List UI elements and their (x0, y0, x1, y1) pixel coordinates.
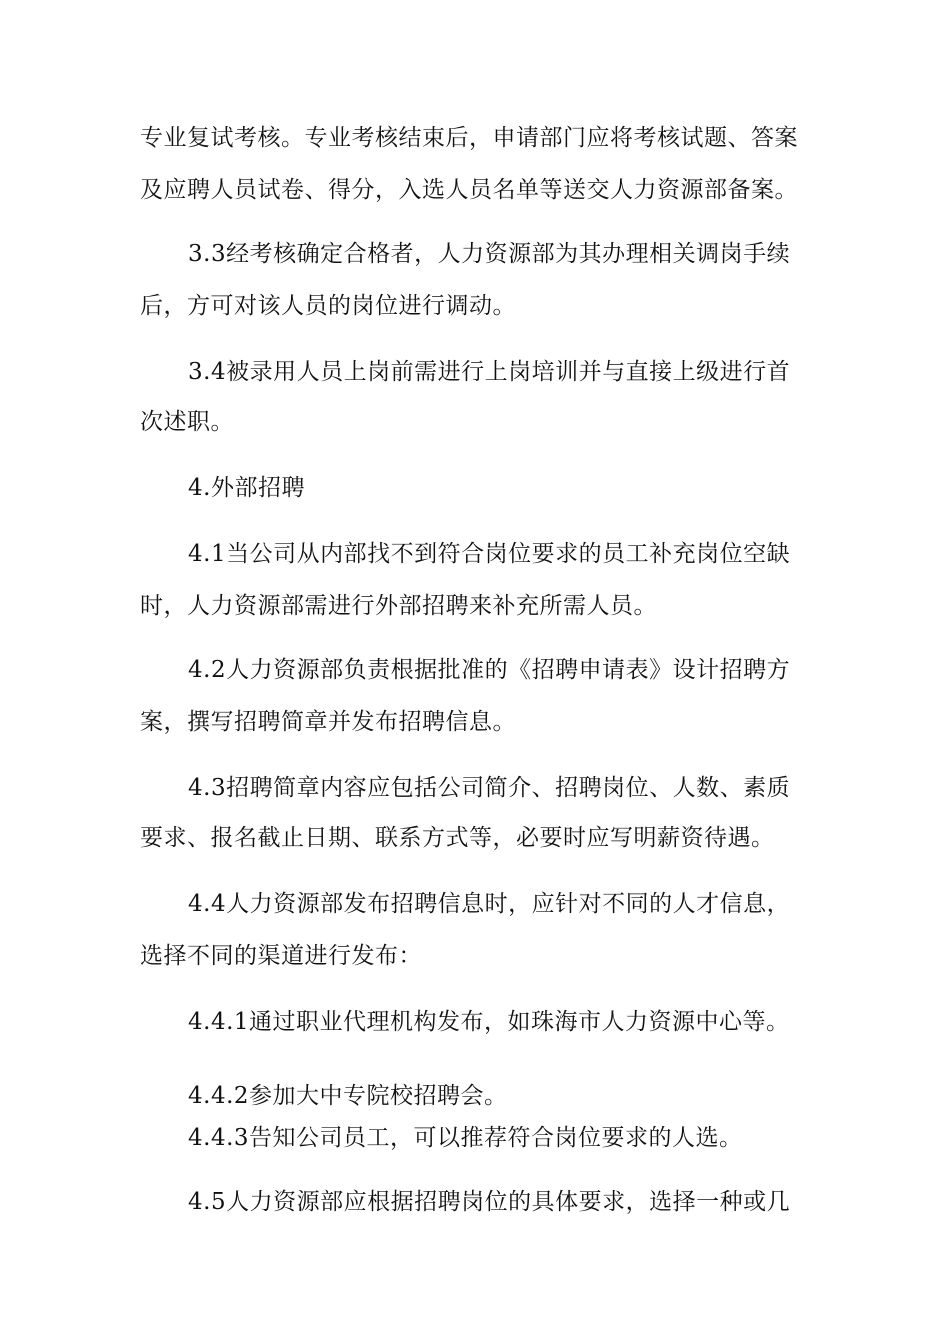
text-line: 时，人力资源部需进行外部招聘来补充所需人员。 (140, 593, 657, 619)
text-line: 4.1当公司从内部找不到符合岗位要求的员工补充岗位空缺 (188, 541, 791, 567)
text-line: 4.5人力资源部应根据招聘岗位的具体要求，选择一种或几 (188, 1189, 791, 1215)
text-line: 4.4.1通过职业代理机构发布，如珠海市人力资源中心等。 (188, 1009, 790, 1035)
text-line: 3.4被录用人员上岗前需进行上岗培训并与直接上级进行首 (188, 359, 791, 385)
section-heading: 4.外部招聘 (188, 475, 305, 501)
text-line: 4.2人力资源部负责根据批准的《招聘申请表》设计招聘方 (188, 657, 791, 683)
text-line: 专业复试考核。专业考核结束后，申请部门应将考核试题、答案 (140, 125, 798, 151)
text-line: 后，方可对该人员的岗位进行调动。 (140, 293, 516, 319)
text-line: 选择不同的渠道进行发布： (140, 943, 422, 969)
text-line: 4.4.2参加大中专院校招聘会。 (188, 1083, 508, 1109)
text-line: 3.3经考核确定合格者，人力资源部为其办理相关调岗手续 (188, 241, 791, 267)
text-line: 案，撰写招聘简章并发布招聘信息。 (140, 709, 516, 735)
text-line: 要求、报名截止日期、联系方式等，必要时应写明薪资待遇。 (140, 825, 775, 851)
text-line: 次述职。 (140, 409, 234, 435)
text-line: 及应聘人员试卷、得分，入选人员名单等送交人力资源部备案。 (140, 177, 798, 203)
text-line: 4.4.3告知公司员工，可以推荐符合岗位要求的人选。 (188, 1125, 743, 1151)
text-line: 4.3招聘简章内容应包括公司简介、招聘岗位、人数、素质 (188, 775, 791, 801)
text-line: 4.4人力资源部发布招聘信息时，应针对不同的人才信息， (188, 891, 791, 917)
